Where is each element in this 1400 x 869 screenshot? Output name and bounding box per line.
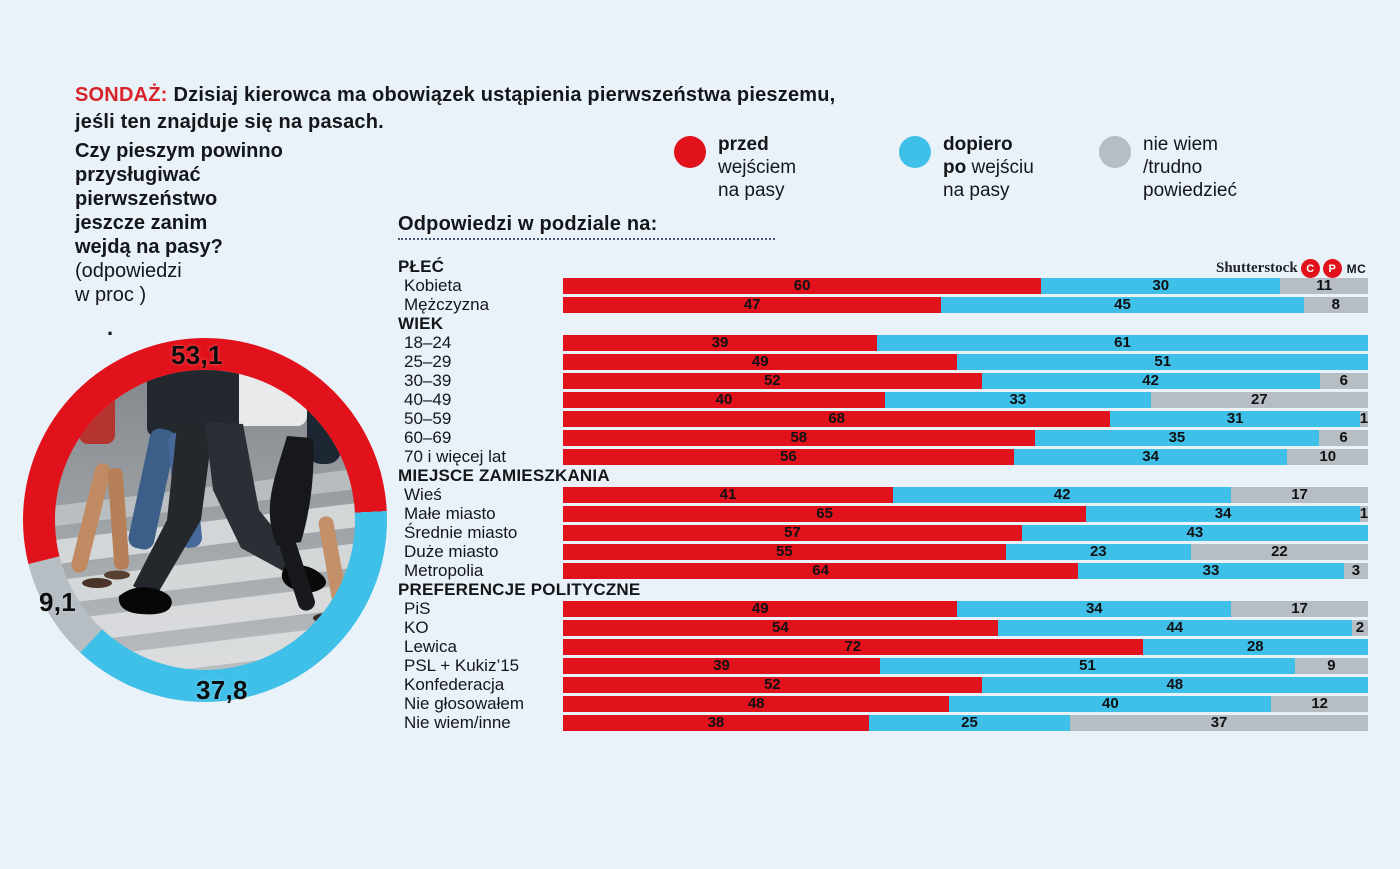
bar-row bbox=[398, 656, 1368, 675]
bar-row bbox=[398, 694, 1368, 713]
bar-segment-gray bbox=[1287, 449, 1368, 465]
bar-segment-red bbox=[563, 354, 957, 370]
bar-segment-red bbox=[563, 620, 998, 636]
legend-label-text: wejściem bbox=[718, 157, 797, 178]
bar-segment-red bbox=[563, 278, 1041, 294]
headline-line1: Dzisiaj kierowca ma obowiązek ustąpienia pierwszeństwa pieszemu, bbox=[173, 84, 836, 106]
bar-track bbox=[563, 677, 1368, 693]
bar-track bbox=[563, 620, 1368, 636]
bar-section-header: MIEJSCE ZAMIESZKANIA bbox=[398, 466, 610, 485]
bar-segment-value: 28 bbox=[1246, 637, 1264, 655]
bar-segment-value: 38 bbox=[707, 713, 725, 731]
bar-segment-value: 1 bbox=[1359, 409, 1369, 427]
bar-track bbox=[563, 487, 1368, 503]
bar-segment-blue bbox=[982, 373, 1320, 389]
bar-segment-gray bbox=[1231, 487, 1368, 503]
bar-segment-value: 12 bbox=[1311, 694, 1329, 712]
bar-segment-value: 17 bbox=[1291, 485, 1308, 503]
bar-track bbox=[563, 658, 1368, 674]
bar-row bbox=[398, 295, 1368, 314]
bar-segment-value: 72 bbox=[844, 637, 862, 655]
bar-segment-gray bbox=[1191, 544, 1368, 560]
bar-segment-red bbox=[563, 563, 1078, 579]
bar-row-label: PiS bbox=[404, 599, 431, 618]
bar-row-label: Średnie miasto bbox=[404, 523, 518, 542]
bar-segment-gray bbox=[1271, 696, 1368, 712]
bar-row-label: Lewica bbox=[404, 637, 457, 656]
bar-segment-blue bbox=[869, 715, 1070, 731]
legend-label-text: po bbox=[943, 157, 967, 178]
bar-segment-value: 42 bbox=[1053, 485, 1071, 503]
bar-segment-value: 10 bbox=[1319, 447, 1337, 465]
bar-segment-blue bbox=[1078, 563, 1344, 579]
dotted-divider bbox=[398, 238, 775, 240]
survey-question bbox=[75, 139, 395, 307]
bar-row-label: 50–59 bbox=[404, 409, 452, 428]
bar-track bbox=[563, 506, 1368, 522]
bar-segment-blue bbox=[1086, 506, 1360, 522]
bar-segment-value: 6 bbox=[1339, 371, 1348, 389]
bar-track bbox=[563, 563, 1368, 579]
bar-segment-value: 52 bbox=[763, 371, 781, 389]
bar-segment-blue bbox=[893, 487, 1231, 503]
legend-label-text: na pasy bbox=[943, 180, 1010, 201]
bar-row bbox=[398, 637, 1368, 656]
bar-segment-value: 23 bbox=[1089, 542, 1107, 560]
headline-tag: SONDAŻ: bbox=[75, 84, 168, 106]
bar-segment-red bbox=[563, 715, 869, 731]
bar-segment-blue bbox=[1014, 449, 1288, 465]
legend-label bbox=[718, 133, 796, 202]
bar-segment-value: 35 bbox=[1168, 428, 1186, 446]
legend-label-text: wejściu bbox=[966, 157, 1034, 178]
bar-segment-value: 25 bbox=[961, 713, 978, 731]
bar-segment-value: 65 bbox=[816, 504, 833, 522]
legend-item-po-wejsciu bbox=[899, 133, 1034, 202]
bar-row bbox=[398, 504, 1368, 523]
bar-segment-value: 6 bbox=[1339, 428, 1348, 446]
bar-segment-value: 2 bbox=[1355, 618, 1365, 636]
bar-row-label: Nie głosowałem bbox=[404, 694, 524, 713]
bar-segment-gray bbox=[1231, 601, 1368, 617]
bar-segment-red bbox=[563, 411, 1110, 427]
bar-track bbox=[563, 373, 1368, 389]
bar-segment-value: 11 bbox=[1316, 276, 1333, 294]
legend-dot-gray-icon bbox=[1099, 136, 1131, 168]
bar-segment-value: 61 bbox=[1114, 333, 1131, 351]
bar-row-label: Wieś bbox=[404, 485, 442, 504]
donut-label-gray: 9,1 bbox=[39, 587, 77, 617]
bar-track bbox=[563, 392, 1368, 408]
legend-dot-red-icon bbox=[674, 136, 706, 168]
bar-segment-blue bbox=[1041, 278, 1280, 294]
bar-segment-red bbox=[563, 677, 982, 693]
bar-section-header: PREFERENCJE POLITYCZNE bbox=[398, 580, 641, 599]
bar-track bbox=[563, 278, 1368, 294]
photo-credit: Shutterstock bbox=[1216, 260, 1298, 276]
bar-segment-value: 17 bbox=[1291, 599, 1308, 617]
bar-segment-gray bbox=[1151, 392, 1368, 408]
legend-label-text: dopiero bbox=[943, 134, 1013, 155]
bar-segment-gray bbox=[1295, 658, 1368, 674]
bar-segment-blue bbox=[982, 677, 1368, 693]
copyright-c-icon: C bbox=[1301, 259, 1320, 278]
bar-track bbox=[563, 449, 1368, 465]
bar-row-label: Mężczyzna bbox=[404, 295, 490, 314]
bar-row-label: 40–49 bbox=[404, 390, 452, 409]
bar-track bbox=[563, 430, 1368, 446]
question-line: jeszcze zanim bbox=[75, 212, 208, 234]
bar-track bbox=[563, 696, 1368, 712]
bar-row bbox=[398, 713, 1368, 732]
bar-segment-gray bbox=[1360, 411, 1368, 427]
bar-segment-value: 58 bbox=[790, 428, 808, 446]
bar-row bbox=[398, 561, 1368, 580]
bar-track bbox=[563, 411, 1368, 427]
bar-segment-blue bbox=[1110, 411, 1360, 427]
bar-segment-value: 43 bbox=[1186, 523, 1204, 541]
bar-row bbox=[398, 409, 1368, 428]
bar-row bbox=[398, 599, 1368, 618]
bar-segment-red bbox=[563, 601, 957, 617]
bar-segment-blue bbox=[957, 601, 1231, 617]
bar-row bbox=[398, 675, 1368, 694]
bar-segment-gray bbox=[1352, 620, 1368, 636]
bar-segment-gray bbox=[1280, 278, 1368, 294]
bar-segment-value: 22 bbox=[1271, 542, 1288, 560]
legend-dot-blue-icon bbox=[899, 136, 931, 168]
bar-row-label: 70 i więcej lat bbox=[404, 447, 507, 466]
bar-segment-blue bbox=[957, 354, 1368, 370]
bar-segment-value: 34 bbox=[1214, 504, 1232, 522]
bar-row bbox=[398, 447, 1368, 466]
bar-row-label: KO bbox=[404, 618, 429, 637]
bar-row-label: 30–39 bbox=[404, 371, 452, 390]
bar-segment-blue bbox=[880, 658, 1295, 674]
bar-segment-value: 48 bbox=[747, 694, 765, 712]
bar-row bbox=[398, 618, 1368, 637]
bar-segment-value: 34 bbox=[1085, 599, 1103, 617]
bar-row bbox=[398, 523, 1368, 542]
bar-segment-blue bbox=[1006, 544, 1191, 560]
bar-segment-value: 30 bbox=[1152, 276, 1170, 294]
bar-segment-value: 45 bbox=[1114, 295, 1131, 313]
bar-segment-value: 48 bbox=[1166, 675, 1184, 693]
bar-row-label: 18–24 bbox=[404, 333, 452, 352]
question-line: przysługiwać bbox=[75, 164, 201, 186]
bar-segment-red bbox=[563, 639, 1143, 655]
donut-label-blue: 37,8 bbox=[196, 675, 248, 705]
bar-segment-gray bbox=[1344, 563, 1368, 579]
bar-segment-value: 1 bbox=[1359, 504, 1369, 522]
stray-period: . bbox=[107, 315, 114, 340]
bar-segment-red bbox=[563, 430, 1035, 446]
bar-segment-value: 31 bbox=[1226, 409, 1244, 427]
bar-segment-value: 34 bbox=[1142, 447, 1159, 465]
bar-segment-value: 9 bbox=[1327, 656, 1336, 674]
bar-track bbox=[563, 715, 1368, 731]
legend-label bbox=[943, 133, 1034, 202]
legend-label-text: powiedzieć bbox=[1143, 180, 1237, 201]
bar-segment-value: 49 bbox=[751, 352, 769, 370]
bar-segment-value: 49 bbox=[751, 599, 769, 617]
bar-segment-red bbox=[563, 487, 893, 503]
bar-segment-blue bbox=[998, 620, 1352, 636]
bar-segment-value: 42 bbox=[1142, 371, 1159, 389]
breakdown-subtitle: Odpowiedzi w podziale na: bbox=[398, 213, 658, 235]
bar-segment-value: 37 bbox=[1210, 713, 1228, 731]
donut-label-red: 53,1 bbox=[171, 340, 223, 370]
bar-track bbox=[563, 525, 1368, 541]
bar-segment-blue bbox=[1035, 430, 1320, 446]
bar-segment-value: 55 bbox=[776, 542, 793, 560]
bar-section-header: PŁEĆ bbox=[398, 257, 445, 276]
bar-segment-value: 52 bbox=[763, 675, 781, 693]
question-note-line: (odpowiedzi bbox=[75, 260, 182, 282]
bar-segment-value: 47 bbox=[743, 295, 761, 313]
bar-segment-blue bbox=[941, 297, 1303, 313]
legend-label-text: przed bbox=[718, 134, 769, 155]
legend-label-text: na pasy bbox=[718, 180, 785, 201]
bar-segment-value: 8 bbox=[1331, 295, 1340, 313]
bar-segment-value: 54 bbox=[772, 618, 789, 636]
bar-track bbox=[563, 601, 1368, 617]
legend-label-text: nie wiem bbox=[1143, 134, 1218, 155]
bar-segment-gray bbox=[1304, 297, 1368, 313]
bar-segment-red bbox=[563, 544, 1006, 560]
bar-segment-value: 56 bbox=[780, 447, 797, 465]
question-note-line: w proc ) bbox=[75, 284, 147, 306]
bar-row bbox=[398, 276, 1368, 295]
bar-segment-value: 44 bbox=[1166, 618, 1184, 636]
bar-segment-blue bbox=[1022, 525, 1368, 541]
bar-segment-blue bbox=[885, 392, 1151, 408]
bar-segment-red bbox=[563, 373, 982, 389]
bar-row bbox=[398, 428, 1368, 447]
bar-row-label: 25–29 bbox=[404, 352, 452, 371]
bar-row-label: PSL + Kukiz’15 bbox=[404, 656, 520, 675]
bar-segment-gray bbox=[1360, 506, 1368, 522]
bar-row-label: Małe miasto bbox=[404, 504, 496, 523]
bar-row-label: Konfederacja bbox=[404, 675, 505, 694]
bar-segment-red bbox=[563, 449, 1014, 465]
bar-segment-value: 68 bbox=[828, 409, 846, 427]
bar-segment-value: 40 bbox=[1102, 694, 1119, 712]
bar-track bbox=[563, 639, 1368, 655]
bar-segment-value: 51 bbox=[1154, 352, 1172, 370]
bar-segment-value: 40 bbox=[715, 390, 733, 408]
bar-segment-gray bbox=[1320, 373, 1368, 389]
author-initials: MC bbox=[1346, 261, 1367, 276]
bar-segment-value: 41 bbox=[719, 485, 737, 503]
bar-row bbox=[398, 390, 1368, 409]
bar-segment-value: 27 bbox=[1250, 390, 1268, 408]
bar-track bbox=[563, 354, 1368, 370]
bar-segment-red bbox=[563, 658, 880, 674]
bar-track bbox=[563, 335, 1368, 351]
bar-segment-value: 3 bbox=[1351, 561, 1361, 579]
bar-segment-red bbox=[563, 506, 1086, 522]
bar-segment-value: 33 bbox=[1009, 390, 1027, 408]
crosswalk-photo bbox=[55, 370, 355, 670]
bar-track bbox=[563, 297, 1368, 313]
legend-item-przed-wejsciem bbox=[674, 133, 796, 202]
bar-segment-red bbox=[563, 696, 949, 712]
bar-segment-value: 39 bbox=[711, 333, 729, 351]
question-line: wejdą na pasy? bbox=[75, 236, 223, 258]
bar-segment-value: 64 bbox=[812, 561, 829, 579]
bar-segment-red bbox=[563, 335, 877, 351]
headline bbox=[75, 82, 905, 136]
bar-segment-blue bbox=[949, 696, 1271, 712]
bars-chart bbox=[398, 257, 1368, 732]
legend-item-nie-wiem bbox=[1099, 133, 1237, 202]
bar-row-label: Nie wiem/inne bbox=[404, 713, 511, 732]
bar-segment-red bbox=[563, 392, 885, 408]
bar-row-label: Metropolia bbox=[404, 561, 484, 580]
bar-segment-value: 33 bbox=[1202, 561, 1220, 579]
bar-segment-gray bbox=[1319, 430, 1368, 446]
bar-segment-blue bbox=[877, 335, 1368, 351]
bar-segment-value: 57 bbox=[784, 523, 801, 541]
bar-row-label: Kobieta bbox=[404, 276, 462, 295]
bar-segment-value: 51 bbox=[1079, 656, 1096, 674]
bar-row bbox=[398, 352, 1368, 371]
bar-track bbox=[563, 544, 1368, 560]
donut-chart bbox=[23, 338, 387, 705]
bar-section-header: WIEK bbox=[398, 314, 444, 333]
bar-row bbox=[398, 371, 1368, 390]
crosswalk-photo-illustration bbox=[55, 370, 355, 670]
bar-segment-red bbox=[563, 297, 941, 313]
bar-segment-blue bbox=[1143, 639, 1368, 655]
question-line: Czy pieszym powinno bbox=[75, 140, 283, 162]
bar-row-label: Duże miasto bbox=[404, 542, 499, 561]
bar-segment-value: 39 bbox=[713, 656, 730, 674]
bar-segment-red bbox=[563, 525, 1022, 541]
legend-label-text: /trudno bbox=[1143, 157, 1203, 178]
legend-label bbox=[1143, 133, 1237, 202]
bar-row bbox=[398, 485, 1368, 504]
headline-line2: jeśli ten znajduje się na pasach. bbox=[75, 111, 384, 133]
copyright-p-icon: P bbox=[1323, 259, 1342, 278]
bar-segment-gray bbox=[1070, 715, 1368, 731]
bar-row bbox=[398, 333, 1368, 352]
bar-segment-value: 60 bbox=[793, 276, 811, 294]
bar-row-label: 60–69 bbox=[404, 428, 452, 447]
bar-row bbox=[398, 542, 1368, 561]
question-line: pierwszeństwo bbox=[75, 188, 218, 210]
